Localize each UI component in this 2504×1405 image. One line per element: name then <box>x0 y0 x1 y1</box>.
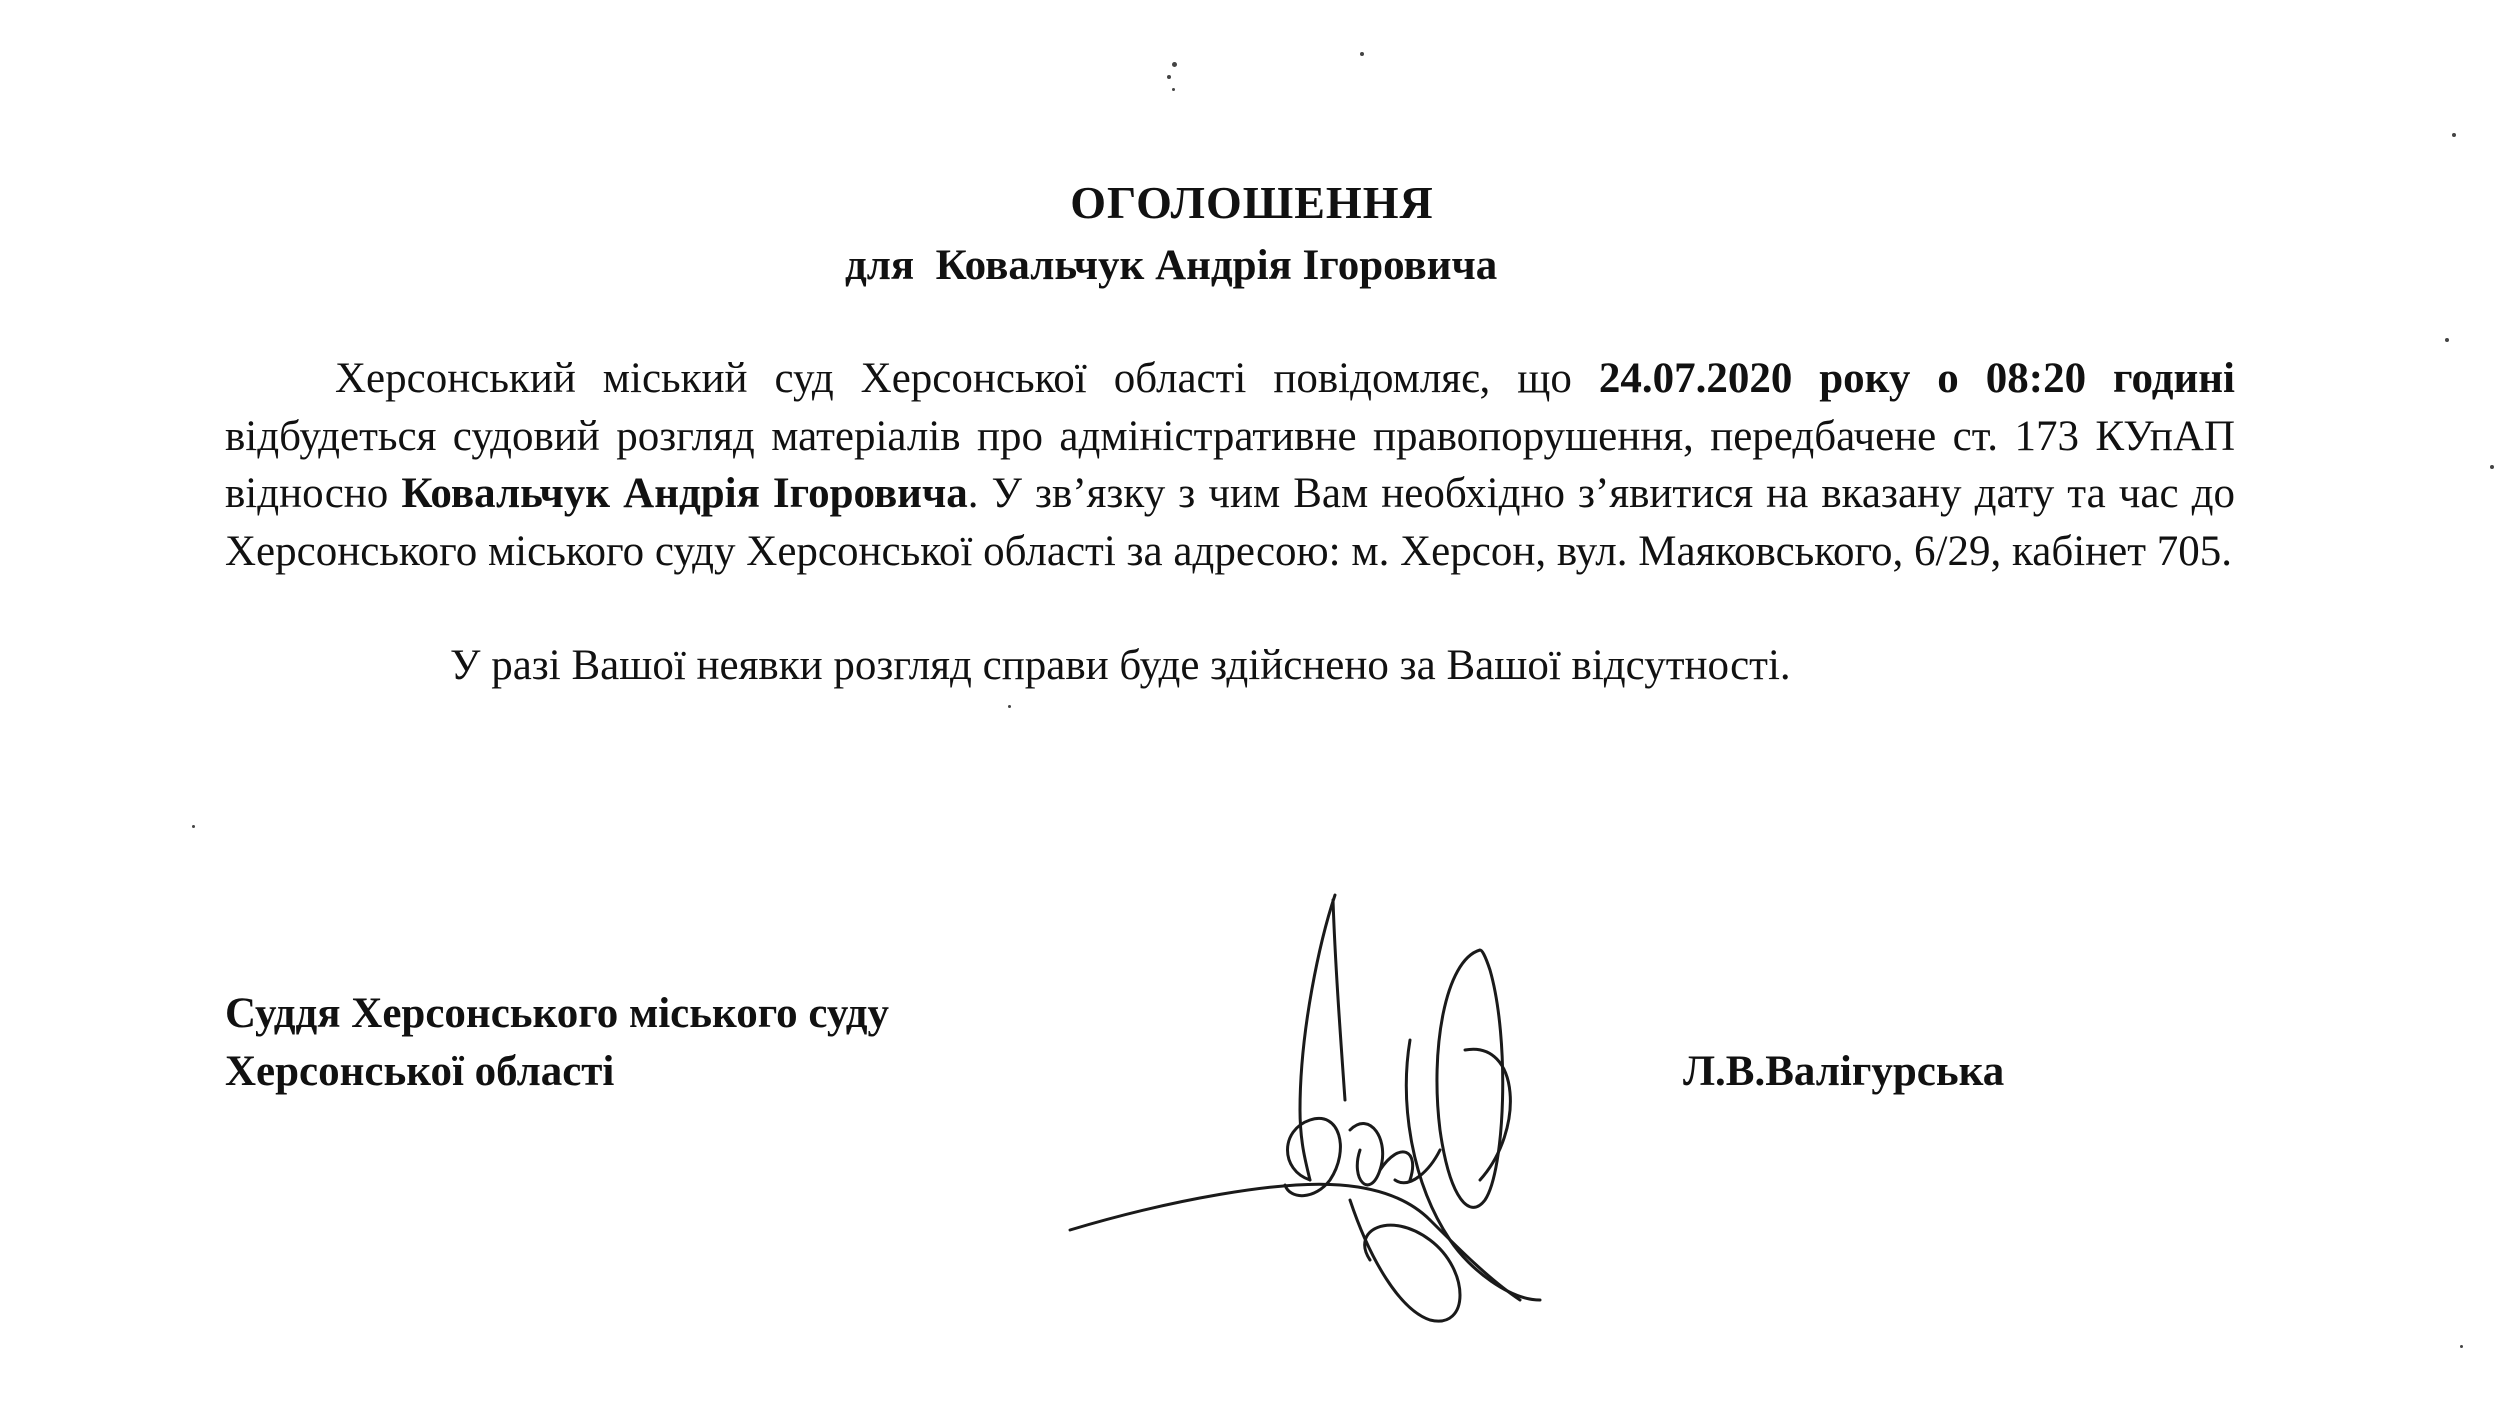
subtitle-prefix: для <box>845 242 915 289</box>
hearing-datetime: 24.07.2020 року о 08:20 годині <box>1598 355 2235 402</box>
paragraph-text-end: . У зв’язку з чим Вам необхідно з’явитися на вказану дату та час до Херсонського міського суду Херсонської області за адресою: м. Херсон, вул. Маяковського, 6/29, кабінет 705. <box>225 470 2235 575</box>
scan-speck <box>1360 52 1364 56</box>
judge-title-line-1: Суддя Херсонського міського суду <box>225 990 889 1037</box>
scan-speck <box>1172 88 1175 91</box>
addressee-name: Ковальчук Андрія Ігоровича <box>401 470 968 517</box>
scan-speck <box>2452 133 2456 137</box>
subtitle-addressee: Ковальчук Андрія Ігоровича <box>935 242 1498 289</box>
scan-speck <box>2460 1345 2463 1348</box>
absence-notice: У разі Вашої неявки розгляд справи буде здійснено за Вашої відсутності. <box>450 642 1791 689</box>
scan-speck <box>1008 705 1011 708</box>
scan-speck <box>2445 338 2449 342</box>
scan-speck <box>1172 62 1177 67</box>
judge-name: Л.В.Валігурська <box>1683 1048 2005 1095</box>
scan-speck <box>2490 465 2494 469</box>
scan-speck <box>192 825 195 828</box>
document-subtitle <box>845 238 1497 294</box>
scan-speck <box>1167 75 1171 79</box>
judge-title-line-2: Херсонської області <box>225 1048 615 1095</box>
document-title: ОГОЛОШЕННЯ <box>1070 177 1434 228</box>
paragraph-text-start: Херсонський міський суд Херсонської області повідомляє, що <box>335 355 1599 402</box>
judge-title-block <box>225 985 889 1101</box>
paragraph-text-middle: відбудеться судовий розгляд матеріалів про адміністративне правопорушення, передбачене ст. 173 КУпАП відносно <box>225 412 2235 517</box>
notice-paragraph <box>225 350 2235 580</box>
handwritten-signature <box>1050 880 1570 1340</box>
